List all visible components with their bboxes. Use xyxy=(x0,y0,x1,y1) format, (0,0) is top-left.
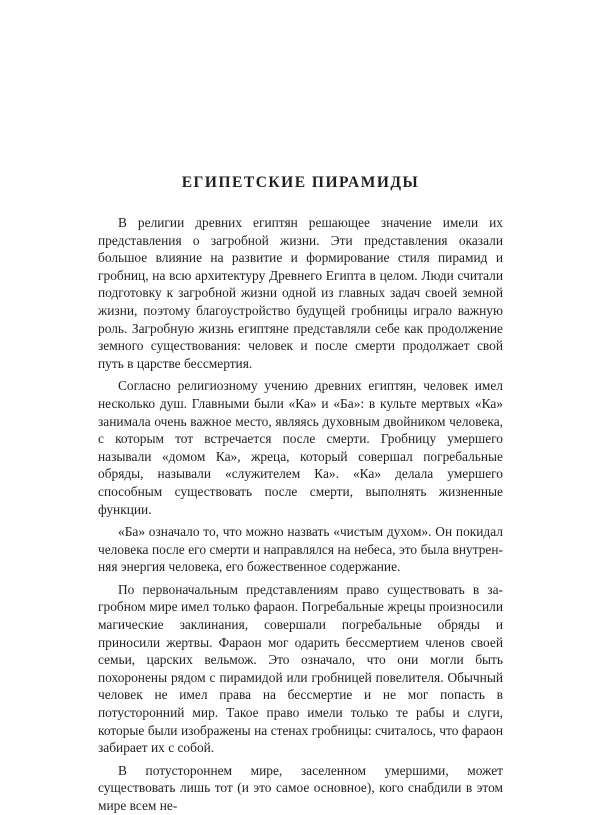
paragraph-souls: Согласно религиозному учению древних египтян, человек имел несколько душ. Главными были «Ка» и «Ба»: в культе мертвых «Ка» занимала очень важное место, являясь духовным двойником человека, с которым тот встречается после смерти. Гробницу умершего называли «домом Ка», жреца, который совершал погребальные обряды, называли «служителем Ка». «Ка» делала умершего способным существовать после смерти, выполнять жизненные функции. xyxy=(98,378,503,517)
page-content xyxy=(98,172,503,815)
paragraph-pharaoh: По первоначальным представлениям право существовать в загробном мире имел только фараон. Погребальные жрецы произносили магические заклинания, совершали погребальные обряды и приносили жертвы. Фараон мог одарить бессмертием членов своей семьи, царских вельмож. Это означало, что они могли быть похоронены рядом с пирамидой или гробницей повелителя. Обычный человек не имел права на бессмертие и не мог попасть в потусторонний мир. Такое право имели только те рабы и слуги, которые были изображены на стенах гробницы: считалось, что фараон забирает их с собой. xyxy=(98,581,503,756)
paragraph-otherworld: В потустороннем мире, заселенном умершими, может существовать лишь тот (и это самое основное), кого снабдили в этом мире всем не- xyxy=(98,762,503,813)
paragraph-afterlife: В религии древних египтян решающее значение имели их представления о загробной жизни. Эти представления оказали большое влияние на развитие и формирование стиля пирамид и гробниц, на всю архитектуру Древнего Египта в целом. Люди считали подготовку к загробной жизни одной из главных задач своей земной жизни, поэтому благоустройство будущей гробницы играло важную роль. Загробную жизнь египтяне представляли себе как продолжение земного существования: человек и после смерти продолжает свой путь в царстве бессмертия. xyxy=(98,215,503,371)
paragraph-ba: «Ба» означало то, что можно назвать «чистым духом». Он покидал человека после его смерти и направлялся на небеса, это была внутренняя энергия человека, его божественное содержание. xyxy=(98,524,503,575)
page-title: ЕГИПЕТСКИЕ ПИРАМИДЫ xyxy=(181,174,420,191)
